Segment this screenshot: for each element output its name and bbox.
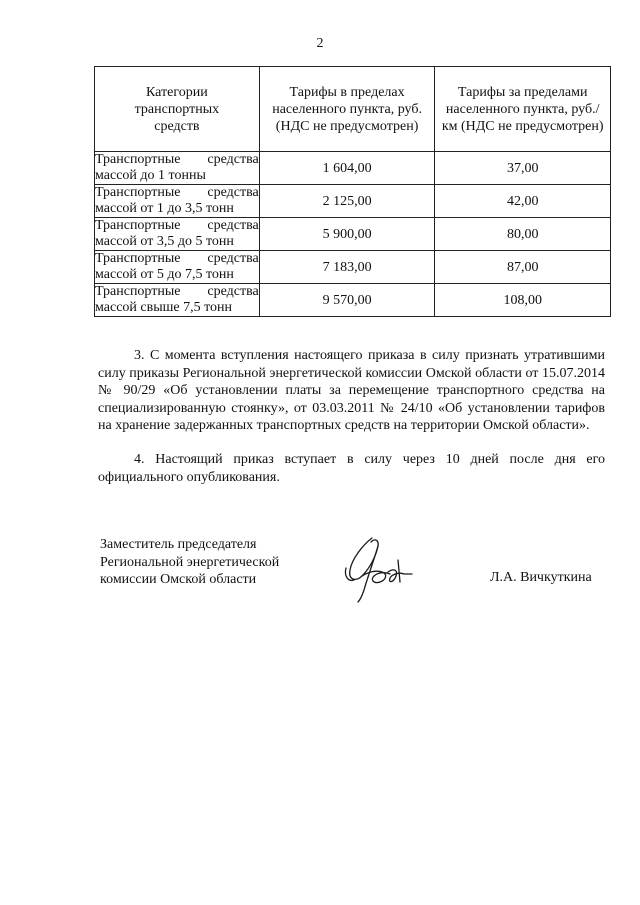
paragraph-4: 4. Настоящий приказ вступает в силу через 10 дней после дня его официального опубликования. <box>98 452 605 485</box>
signer-position-line: комиссии Омской области <box>100 572 257 587</box>
page-number: 2 <box>316 36 324 51</box>
table-row <box>95 185 611 218</box>
table-row <box>95 152 611 185</box>
row-tariff-within: 5 900,00 <box>259 218 435 251</box>
row-tariff-within: 2 125,00 <box>259 185 435 218</box>
row-tariff-within: 7 183,00 <box>259 251 435 284</box>
row-tariff-within: 9 570,00 <box>259 284 435 317</box>
row-category: Транспортные средства массой свыше 7,5 тонн <box>95 284 259 315</box>
header-tariff-outside: Тарифы за пределами населенного пункта, руб./км (НДС не предусмотрен) <box>435 67 611 152</box>
signer-position <box>100 536 330 589</box>
row-tariff-outside: 108,00 <box>435 284 611 317</box>
tariff-table <box>94 66 611 317</box>
row-tariff-outside: 80,00 <box>435 218 611 251</box>
handwritten-signature <box>338 530 428 610</box>
table-row <box>95 284 611 317</box>
row-category: Транспортные средства массой до 1 тонны <box>95 152 259 183</box>
row-category: Транспортные средства массой от 3,5 до 5 тонн <box>95 218 259 249</box>
signer-name: Л.А. Вичкуткина <box>490 570 592 585</box>
header-category: Категории транспортных средств <box>95 67 260 152</box>
paragraph-3: 3. С момента вступления настоящего приказа в силу признать утратившими силу приказы Региональной энергетической комиссии Омской области от 15.07.2014 № 90/29 «Об установлении платы за перемещение транспортного средства на специализированную стоянку», от 03.03.2011 № 24/10 «Об установлении тарифов на хранение задержанных транспортных средств на территории Омской области». <box>98 348 605 433</box>
row-tariff-within: 1 604,00 <box>259 152 435 185</box>
row-tariff-outside: 42,00 <box>435 185 611 218</box>
table-row <box>95 218 611 251</box>
table-row <box>95 251 611 284</box>
row-tariff-outside: 87,00 <box>435 251 611 284</box>
header-tariff-within: Тарифы в пределах населенного пункта, руб. (НДС не предусмотрен) <box>259 67 435 152</box>
table-header-row <box>95 67 611 152</box>
row-tariff-outside: 37,00 <box>435 152 611 185</box>
row-category: Транспортные средства массой от 5 до 7,5 тонн <box>95 251 259 282</box>
row-category: Транспортные средства массой от 1 до 3,5 тонн <box>95 185 259 216</box>
signer-position-line: Заместитель председателя <box>100 537 257 552</box>
signer-position-line: Региональной энергетической <box>100 554 280 570</box>
